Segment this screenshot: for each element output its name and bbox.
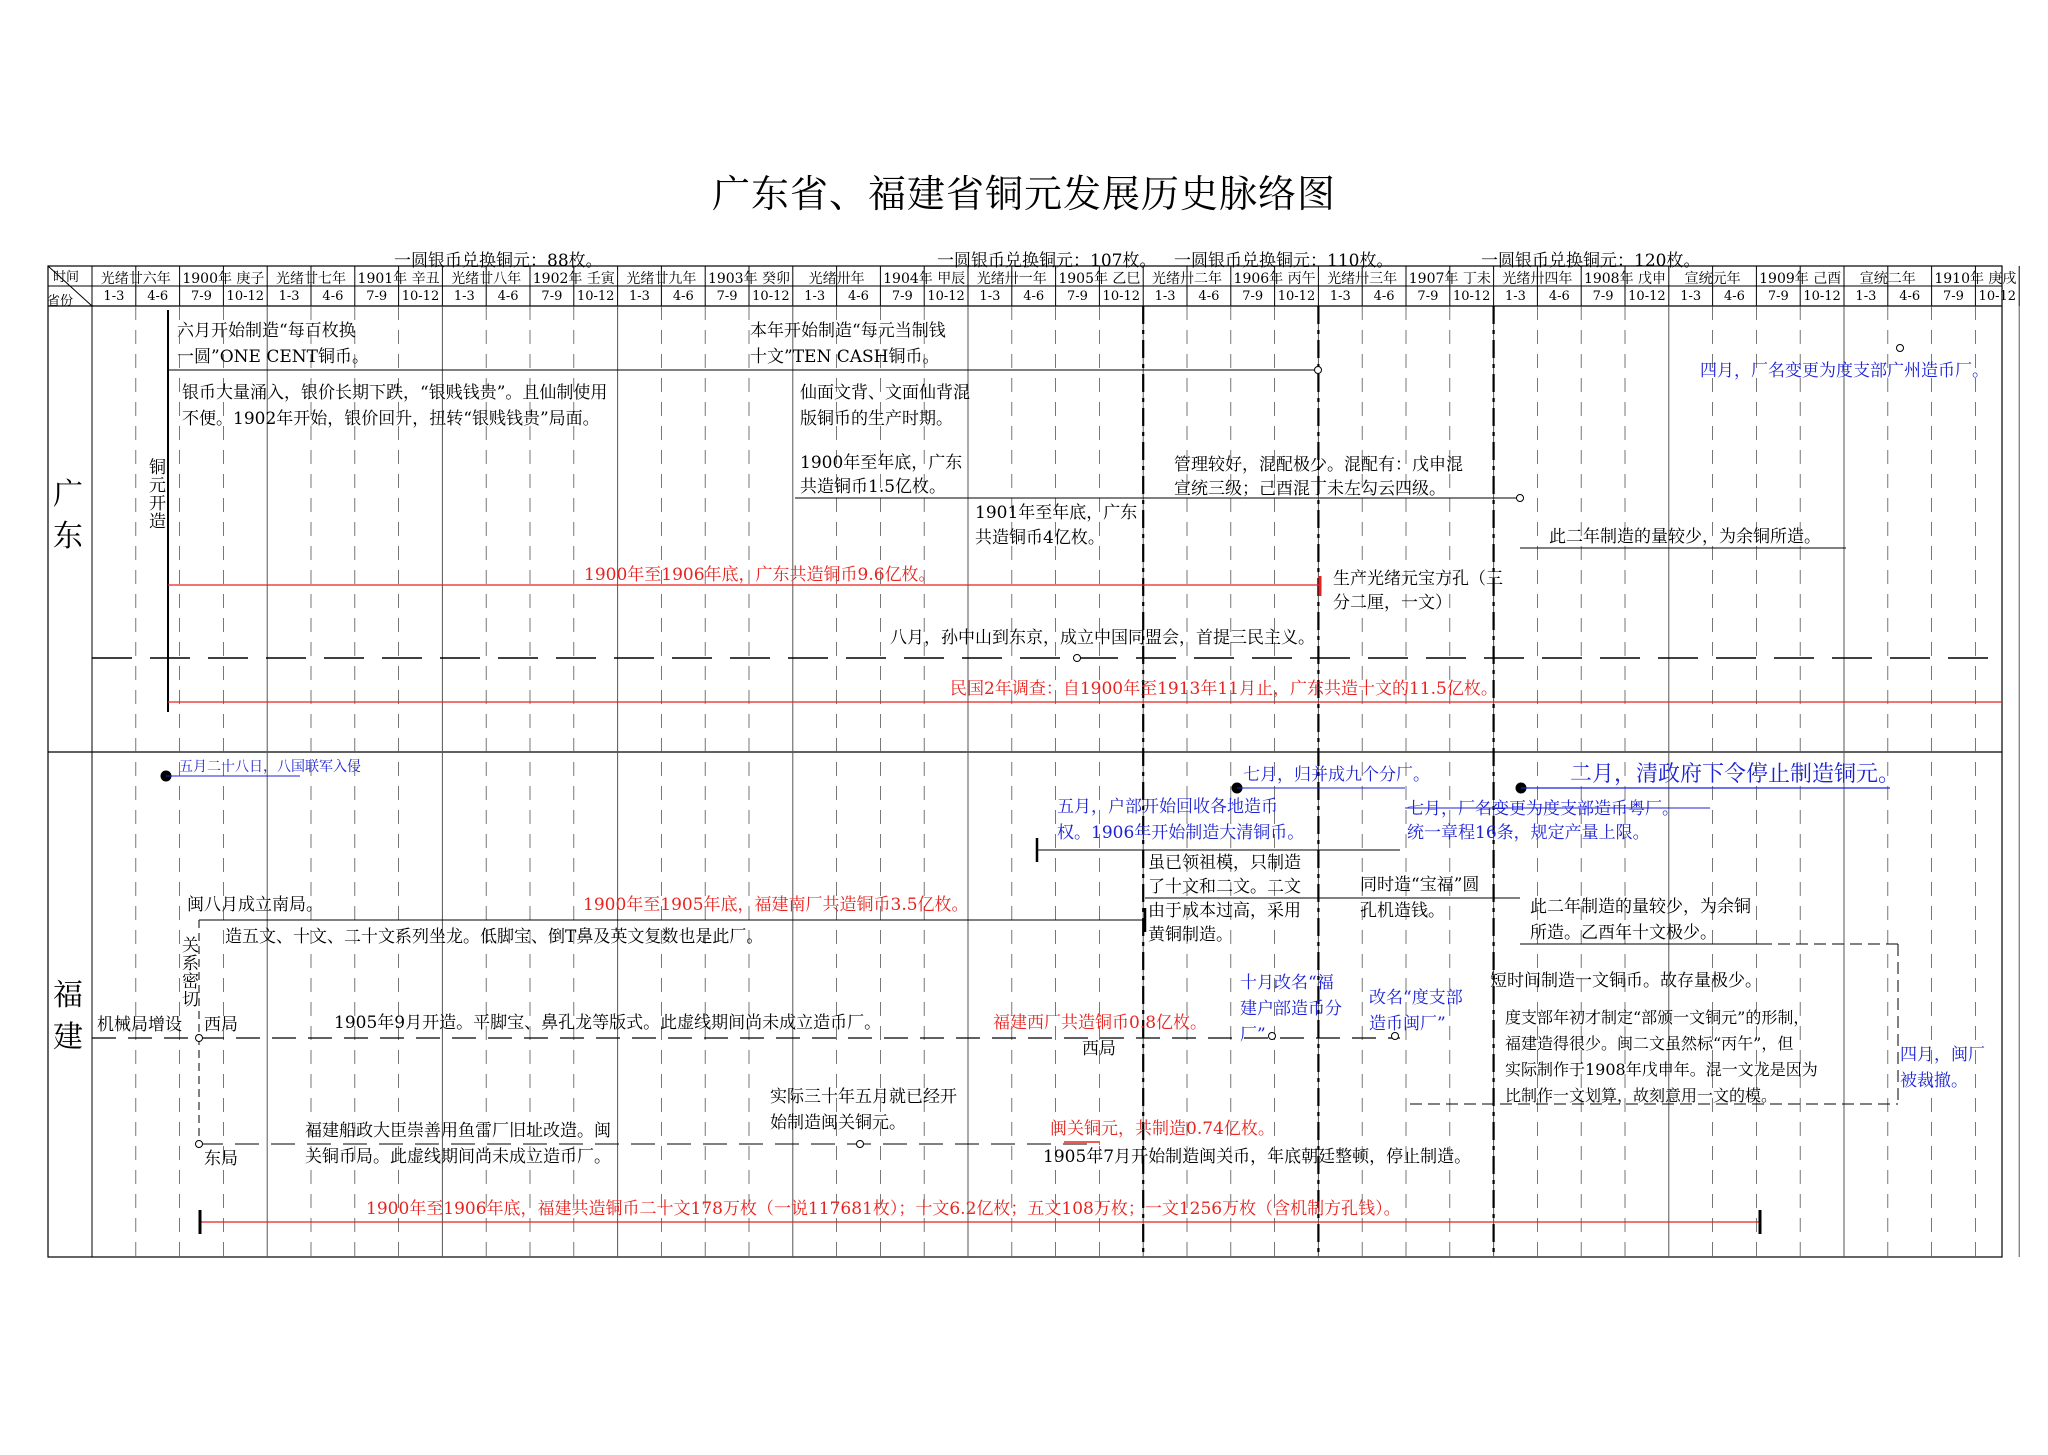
year-era-label: 光绪卅二年 <box>1151 271 1222 287</box>
year-era-label: 光绪卅年 <box>808 271 865 287</box>
quarter-label: 7-9 <box>1417 289 1439 304</box>
quarter-label: 1-3 <box>979 289 1001 304</box>
gd-silver-line1: 银币大量涌入，银价长期下跌，“银贱钱贵”。且仙制使用 <box>182 383 608 403</box>
gd-total-1906: 1900年至1906年底，广东共造铜币9.6亿枚。 <box>584 565 936 585</box>
fj-east-dot <box>196 1141 203 1148</box>
fj-ancestral-line4: 黄铜制造。 <box>1148 925 1233 945</box>
fj-ancestral-line2: 了十文和二文。二文 <box>1148 877 1301 897</box>
fj-west-text: 1905年9月开造。平脚宝、鼻孔龙等版式。此虚线期间尚未成立造币厂。 <box>334 1013 882 1033</box>
quarter-label: 7-9 <box>1067 289 1088 304</box>
quarter-label: 7-9 <box>1767 289 1789 304</box>
year-ad-label: 1905年 乙巳 <box>1058 271 1141 287</box>
fj-navy-line1: 福建船政大臣崇善用鱼雷厂旧址改造。闽 <box>305 1121 611 1141</box>
year-era-label: 宣统二年 <box>1859 271 1916 287</box>
gd-rest-note: 此二年制造的量较少，为余铜所造。 <box>1549 527 1821 547</box>
fj-one-wen-line2: 福建造得很少。闽二文虽然标“丙午”，但 <box>1505 1034 1794 1053</box>
fj-recall-line1: 五月，户部开始回收各地造币 <box>1057 797 1278 817</box>
fj-minguan-line1: 实际三十年五月就已经开 <box>770 1087 957 1107</box>
quarter-label: 10-12 <box>752 289 790 304</box>
gd-xian-line1: 仙面文背、文面仙背混 <box>800 383 970 403</box>
fj-machine-bureau: 机械局增设 <box>97 1015 182 1035</box>
exchange-rate-107: 一圆银币兑换铜元：107枚。 <box>937 251 1157 271</box>
fj-west-label: 西局 <box>204 1015 238 1035</box>
fj-baofu-line2: 孔机造钱。 <box>1360 901 1445 921</box>
fj-oct-rename-line3: 厂” <box>1240 1025 1266 1045</box>
fj-one-wen-line3: 实际制作于1908年戊申年。混一文龙是因为 <box>1505 1060 1818 1079</box>
gd-sun-dot <box>1074 655 1081 662</box>
gd-1900-line2: 共造铜币1.5亿枚。 <box>800 477 947 497</box>
fj-rename-line1: 七月，厂名变更为度支部造币粤厂。 <box>1407 799 1679 819</box>
quarter-label: 1-3 <box>1680 289 1702 304</box>
corner-province-label: 省份 <box>47 294 74 309</box>
fj-rename-line2: 统一章程16条，规定产量上限。 <box>1407 823 1650 843</box>
gd-square-line2: 分二厘，一文） <box>1333 593 1452 613</box>
fj-stop-order: 二月，清政府下令停止制造铜元。 <box>1570 762 1901 787</box>
year-era-label: 光绪廿七年 <box>275 271 346 287</box>
quarter-label: 4-6 <box>147 289 169 304</box>
gd-mgmt-line2: 宣统三级；己酉混丁未左勾云四级。 <box>1174 479 1446 499</box>
fj-abolish-line1: 四月，闽厂 <box>1900 1045 1985 1065</box>
gd-one-cent-end <box>1315 367 1322 374</box>
quarter-label: 7-9 <box>1242 289 1264 304</box>
gd-1900-line1: 1900年至年底，广东 <box>800 453 963 473</box>
quarter-label: 7-9 <box>1943 289 1964 304</box>
fj-one-wen-line1: 度支部年初才制定“部颁一文铜元”的形制， <box>1505 1008 1810 1027</box>
fj-invasion: 五月二十八日，八国联军入侵 <box>179 759 361 775</box>
fj-related-label: 关系密切 <box>178 936 198 1008</box>
fj-abolish-line2: 被裁撤。 <box>1900 1071 1968 1091</box>
gd-one-cent-line1: 六月开始制造“每百枚换 <box>177 321 356 341</box>
quarter-label: 7-9 <box>716 289 738 304</box>
quarter-label: 1-3 <box>453 289 475 304</box>
quarter-label: 4-6 <box>497 289 519 304</box>
fj-grand-total: 1900年至1906年底，福建共造铜币二十文178万枚（一说117681枚）；十文6.2亿枚；五文108万枚；一文1256万枚（含机制方孔钱）。 <box>366 1199 1401 1219</box>
gd-survey: 民国2年调查：自1900年至1913年11月止，广东共造十文的11.5亿枚。 <box>950 679 1498 699</box>
year-ad-label: 1902年 壬寅 <box>532 271 615 287</box>
quarter-label: 7-9 <box>541 289 563 304</box>
year-ad-label: 1910年 庚戌 <box>1934 271 2017 287</box>
quarter-label: 10-12 <box>927 289 965 304</box>
gd-rename-dot <box>1897 345 1904 352</box>
gd-ten-cash-line2: 十文”TEN CASH铜币。 <box>750 347 940 367</box>
year-era-label: 光绪廿六年 <box>100 271 171 287</box>
quarter-label: 4-6 <box>848 289 869 304</box>
gd-start-label: 铜元开造 <box>145 458 165 530</box>
quarter-label: 7-9 <box>1592 289 1614 304</box>
fj-dragon-series: 造五文、十文、二十文系列坐龙。低脚宝、倒T鼻及英文复数也是此厂。 <box>225 927 764 947</box>
fj-minguan-total: 闽关铜元，共制造0.74亿枚。 <box>1050 1119 1275 1139</box>
quarter-label: 10-12 <box>401 289 440 304</box>
quarter-label: 7-9 <box>366 289 388 304</box>
province-fujian: 福建 <box>53 978 83 1055</box>
corner-time-label: 时间 <box>53 270 80 285</box>
gd-ten-cash-line1: 本年开始制造“每元当制钱 <box>750 321 946 341</box>
quarter-label: 4-6 <box>1548 289 1570 304</box>
fj-baofu-line1: 同时造“宝福”圆 <box>1360 875 1480 895</box>
year-era-label: 光绪卅四年 <box>1502 271 1573 287</box>
quarter-label: 4-6 <box>1198 289 1220 304</box>
quarter-label: 10-12 <box>1803 289 1841 304</box>
year-ad-label: 1903年 癸卯 <box>707 271 791 287</box>
quarter-label: 10-12 <box>226 289 265 304</box>
quarter-label: 1-3 <box>629 289 650 304</box>
page-title: 广东省、福建省铜元发展历史脉络图 <box>711 172 1336 216</box>
year-ad-label: 1901年 辛丑 <box>357 271 440 287</box>
year-ad-label: 1904年 甲辰 <box>883 271 966 287</box>
quarter-label: 4-6 <box>1023 289 1045 304</box>
quarter-label: 4-6 <box>1373 289 1395 304</box>
quarter-label: 1-3 <box>1505 289 1526 304</box>
exchange-rate-88: 一圆银币兑换铜元：88枚。 <box>394 251 603 271</box>
quarter-label: 1-3 <box>1329 289 1351 304</box>
gd-rename: 四月，厂名变更为度支部广州造币厂。 <box>1700 361 1989 381</box>
year-era-label: 光绪廿八年 <box>451 271 522 287</box>
quarter-label: 1-3 <box>1855 289 1877 304</box>
gd-square-line1: 生产光绪元宝方孔（三 <box>1333 569 1503 589</box>
quarter-label: 4-6 <box>322 289 344 304</box>
fj-ancestral-line3: 由于成本过高，采用 <box>1148 901 1301 921</box>
quarter-label: 7-9 <box>191 289 212 304</box>
quarter-label: 1-3 <box>278 289 300 304</box>
year-ad-label: 1909年 己酉 <box>1759 271 1842 287</box>
quarter-label: 10-12 <box>1978 289 2017 304</box>
gd-sun-yat-sen: 八月，孙中山到东京，成立中国同盟会，首提三民主义。 <box>890 628 1315 648</box>
fj-west-dot <box>196 1035 203 1042</box>
gd-xian-line2: 版铜币的生产时期。 <box>800 409 953 429</box>
quarter-label: 1-3 <box>1154 289 1176 304</box>
year-ad-label: 1908年 戊申 <box>1583 271 1667 287</box>
quarter-label: 10-12 <box>1102 289 1141 304</box>
fj-short-note: 短时间制造一文铜币。故存量极少。 <box>1490 971 1762 991</box>
year-era-label: 宣统元年 <box>1684 271 1741 287</box>
fj-oct-rename-line1: 十月改名“福 <box>1240 973 1334 993</box>
year-era-label: 光绪廿九年 <box>626 271 697 287</box>
fj-dz-rename-line2: 造币闽厂” <box>1369 1014 1446 1034</box>
year-ad-label: 1906年 丙午 <box>1233 271 1316 287</box>
quarter-label: 1-3 <box>804 289 826 304</box>
quarter-label: 7-9 <box>891 289 913 304</box>
fj-merge: 七月，归并成九个分厂。 <box>1243 765 1430 785</box>
gd-mgmt-end <box>1517 495 1524 502</box>
exchange-rate-110: 一圆银币兑换铜元：110枚。 <box>1174 251 1394 271</box>
exchange-rate-120: 一圆银币兑换铜元：120枚。 <box>1481 251 1701 271</box>
fj-one-wen-line4: 比制作一文划算，故刻意用一文的模。 <box>1505 1086 1778 1105</box>
quarter-label: 4-6 <box>672 289 694 304</box>
year-era-label: 光绪卅一年 <box>976 271 1047 287</box>
fj-west-total: 福建西厂共造铜币0.8亿枚。 <box>993 1013 1208 1033</box>
quarter-label: 10-12 <box>1452 289 1491 304</box>
fj-1905-note: 1905年7月开始制造闽关币，年底朝廷整顿，停止制造。 <box>1043 1147 1472 1167</box>
year-ad-label: 1900年 庚子 <box>182 271 265 287</box>
fj-west-label2: 西局 <box>1082 1039 1116 1059</box>
gd-1901-line1: 1901年至年底，广东 <box>975 503 1138 523</box>
fj-navy-line2: 关铜币局。此虚线期间尚未成立造币厂。 <box>305 1147 611 1167</box>
fj-east-label: 东局 <box>204 1149 238 1169</box>
gd-mgmt-line1: 管理较好，混配极少。混配有：戊申混 <box>1174 455 1463 475</box>
year-era-label: 光绪卅三年 <box>1327 271 1398 287</box>
gd-1901-line2: 共造铜币4亿枚。 <box>975 528 1105 548</box>
gd-silver-line2: 不便。1902年开始，银价回升，扭转“银贱钱贵”局面。 <box>182 409 600 429</box>
quarter-label: 4-6 <box>1724 289 1745 304</box>
fj-rest-line2: 所造。乙酉年十文极少。 <box>1530 923 1717 943</box>
fj-rest-line1: 此二年制造的量较少，为余铜 <box>1530 897 1751 917</box>
quarter-label: 10-12 <box>1628 289 1666 304</box>
fj-ancestral-line1: 虽已领祖模，只制造 <box>1148 853 1301 873</box>
fj-dz-rename-line1: 改名“度支部 <box>1369 988 1463 1008</box>
province-guangdong: 广东 <box>53 477 83 554</box>
fj-minguan-dot <box>857 1141 864 1148</box>
quarter-label: 10-12 <box>576 289 615 304</box>
quarter-label: 1-3 <box>103 289 125 304</box>
fj-minguan-line2: 始制造闽关铜元。 <box>770 1113 906 1133</box>
fj-oct-rename-line2: 建户部造币分 <box>1240 999 1342 1019</box>
fj-recall-line2: 权。1906年开始制造大清铜币。 <box>1057 823 1305 843</box>
gd-one-cent-line2: 一圆”ONE CENT铜币。 <box>177 347 369 367</box>
year-ad-label: 1907年 丁未 <box>1408 271 1491 287</box>
fj-south-bureau: 闽八月成立南局。 <box>187 895 323 915</box>
quarter-label: 4-6 <box>1899 289 1921 304</box>
quarter-label: 10-12 <box>1277 289 1316 304</box>
fj-oct-dot <box>1269 1033 1276 1040</box>
fj-south-total: 1900年至1905年底，福建南厂共造铜币3.5亿枚。 <box>583 895 969 915</box>
